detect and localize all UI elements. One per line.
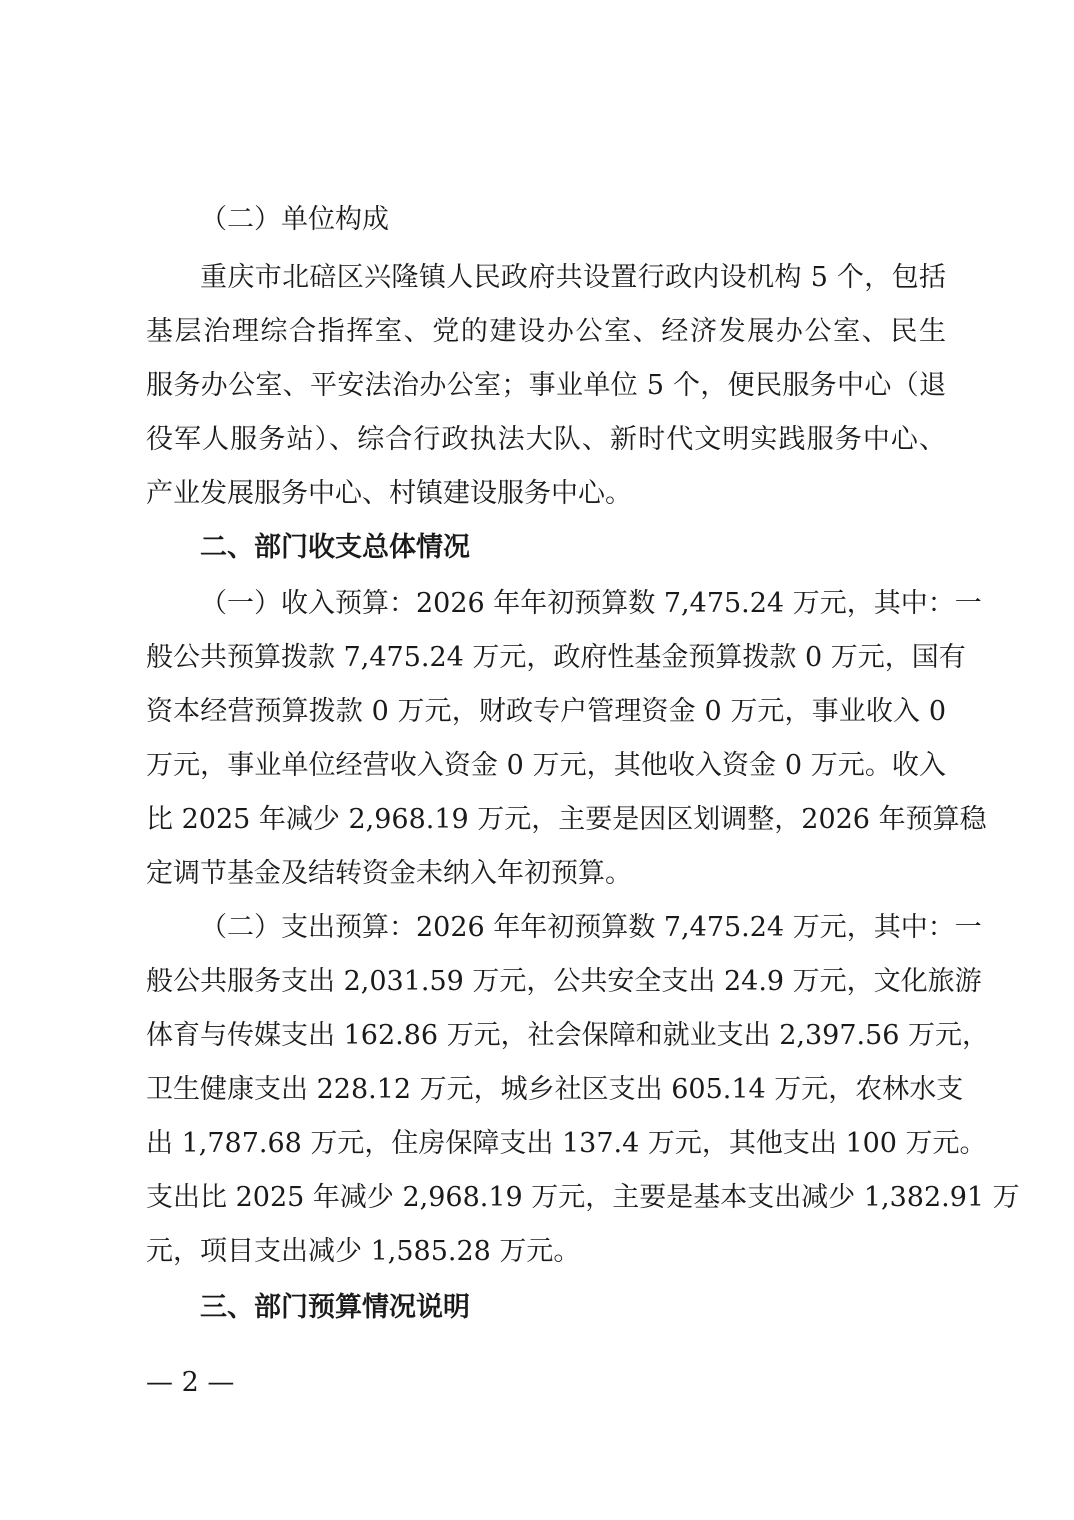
paragraph-line: 定调节基金及结转资金未纳入年初预算。 — [146, 858, 632, 889]
paragraph-line: 役军人服务站）、综合行政执法大队、新时代文明实践服务中心、 — [146, 424, 946, 455]
paragraph-line: （二）支出预算：2026 年年初预算数 7,475.24 万元，其中：一 — [200, 912, 982, 943]
paragraph-line: 出 1,787.68 万元，住房保障支出 137.4 万元，其他支出 100 万元。 — [146, 1128, 987, 1159]
paragraph-line: 般公共预算拨款 7,475.24 万元，政府性基金预算拨款 0 万元，国有 — [146, 642, 966, 673]
paragraph-line: 重庆市北碚区兴隆镇人民政府共设置行政内设机构 5 个，包括 — [200, 262, 946, 293]
page-number: — 2 — — [146, 1367, 235, 1398]
paragraph-line: 卫生健康支出 228.12 万元，城乡社区支出 605.14 万元，农林水支 — [146, 1074, 964, 1105]
paragraph-line: 服务办公室、平安法治办公室；事业单位 5 个，便民服务中心（退 — [146, 370, 946, 401]
paragraph-line: 万元，事业单位经营收入资金 0 万元，其他收入资金 0 万元。收入 — [146, 750, 946, 781]
section-heading-overview: 二、部门收支总体情况 — [200, 532, 470, 563]
section-heading-budget: 三、部门预算情况说明 — [200, 1292, 470, 1323]
paragraph-line: 产业发展服务中心、村镇建设服务中心。 — [146, 478, 632, 509]
paragraph-line: 支出比 2025 年减少 2,968.19 万元，主要是基本支出减少 1,382.91 万 — [146, 1182, 1020, 1213]
paragraph-line: 体育与传媒支出 162.86 万元，社会保障和就业支出 2,397.56 万元， — [146, 1020, 990, 1051]
paragraph-line: 基层治理综合指挥室、党的建设办公室、经济发展办公室、民生 — [146, 316, 946, 347]
paragraph-line: 比 2025 年减少 2,968.19 万元，主要是因区划调整，2026 年预算稳 — [146, 804, 987, 835]
paragraph-line: 般公共服务支出 2,031.59 万元，公共安全支出 24.9 万元，文化旅游 — [146, 966, 982, 997]
paragraph-line: （一）收入预算：2026 年年初预算数 7,475.24 万元，其中：一 — [200, 588, 982, 619]
paragraph-line: 资本经营预算拨款 0 万元，财政专户管理资金 0 万元，事业收入 0 — [146, 696, 946, 727]
unit-composition-title: （二）单位构成 — [200, 204, 389, 235]
paragraph-line: 元，项目支出减少 1,585.28 万元。 — [146, 1236, 581, 1267]
